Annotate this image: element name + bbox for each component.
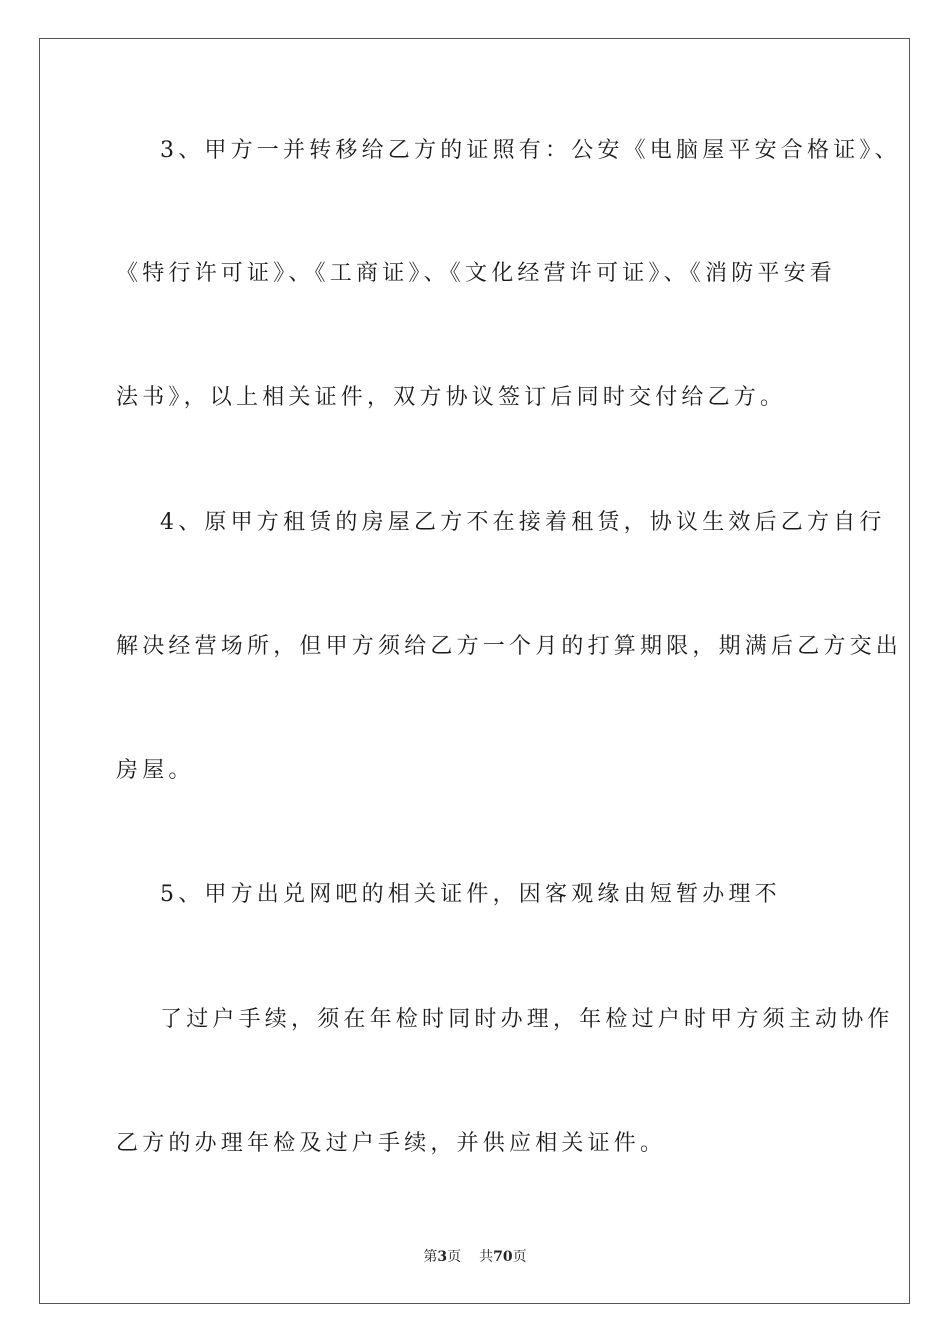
- page-suffix: 页: [447, 1249, 462, 1265]
- paragraph-5-line-1: 5、甲方出兑网吧的相关证件，因客观缘由短暂办理不: [160, 882, 781, 907]
- page-total: 70: [493, 1249, 513, 1265]
- page-footer: [0, 1248, 950, 1266]
- total-prefix: 共: [479, 1249, 494, 1265]
- paragraph-5-line-2: 了过户手续，须在年检时同时办理，年检过户时甲方须主动协作: [160, 1007, 894, 1032]
- page-prefix: 第: [423, 1249, 438, 1265]
- paragraph-4-line-3: 房屋。: [116, 758, 195, 783]
- total-suffix: 页: [512, 1249, 527, 1265]
- paragraph-3-line-2: 《特行许可证》、《工商证》、《文化经营许可证》、《消防平安看: [116, 261, 837, 286]
- page-current: 3: [437, 1249, 448, 1265]
- paragraph-4-line-1: 4、原甲方租赁的房屋乙方不在接着租赁，协议生效后乙方自行: [160, 510, 886, 535]
- paragraph-3-line-3: 法书》，以上相关证件，双方协议签订后同时交付给乙方。: [116, 385, 787, 410]
- page-border: [39, 38, 910, 1304]
- paragraph-5-line-3: 乙方的办理年检及过户手续，并供应相关证件。: [116, 1131, 667, 1156]
- paragraph-4-line-2: 解决经营场所，但甲方须给乙方一个月的打算期限，期满后乙方交出: [116, 634, 903, 659]
- paragraph-3-line-1: 3、甲方一并转移给乙方的证照有：公安《电脑屋平安合格证》、: [160, 138, 901, 163]
